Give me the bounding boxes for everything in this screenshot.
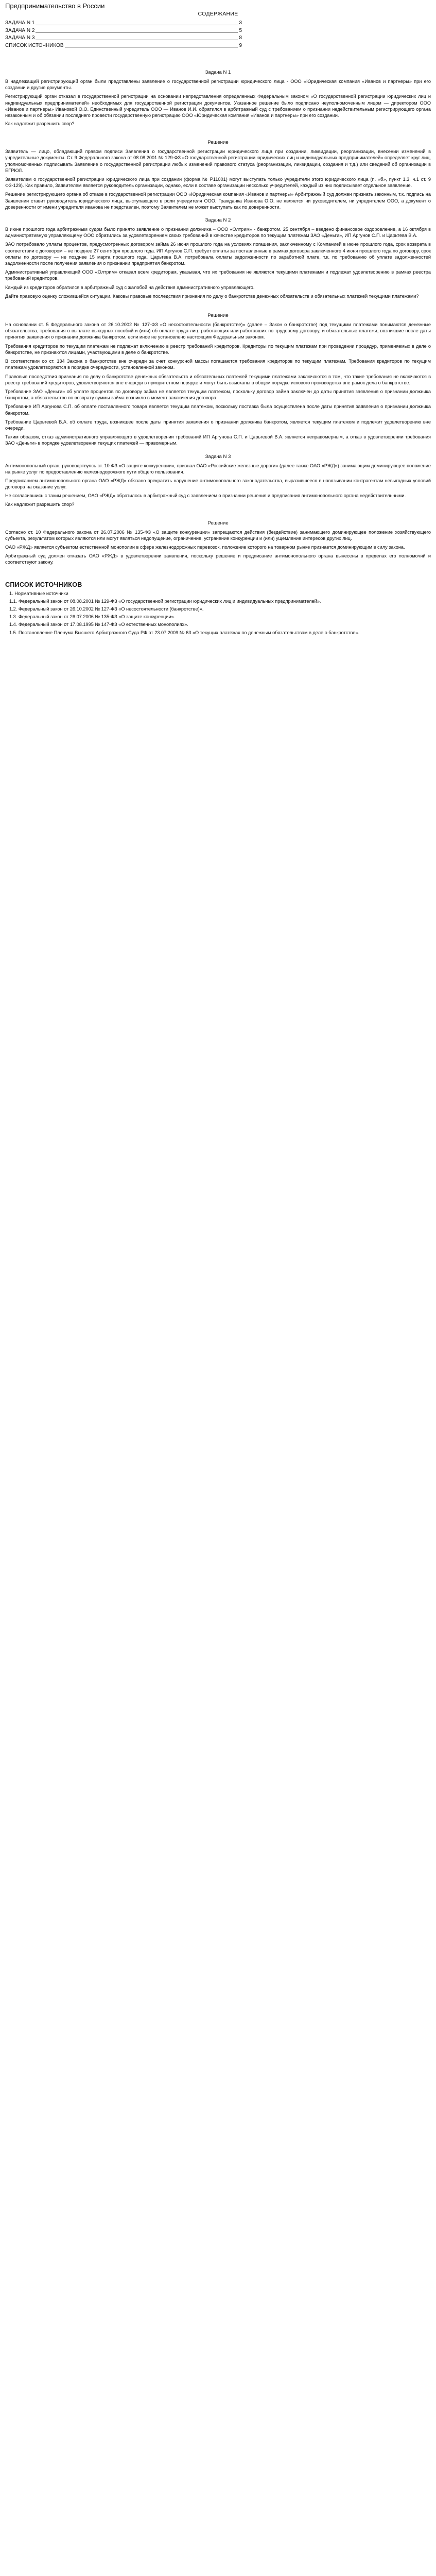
toc-heading: СОДЕРЖАНИЕ [198, 11, 238, 17]
task-1-question: Как надлежит разрешить спор? [5, 121, 75, 127]
task-3-paragraph: Антимонопольный орган, руководствуясь ст. 10 ФЗ «О защите конкуренции», признал ОАО «Российские железные дороги» (далее также ОАО «РЖД») занимающим доминирующее положение на рынке услуг по предоставлению железнодорожного пути общего пользования. [5, 463, 431, 474]
solution-3-paragraph: Арбитражный суд должен отказать ОАО «РЖД» в удовлетворении заявления, поскольку решение и предписание антимонопольного органа вынесены в пределах его полномочий и соответствуют закону. [5, 553, 431, 565]
source-item: 1.1. Федеральный закон от 08.08.2001 № 129-ФЗ «О государственной регистрации юридических лиц и индивидуальных предпринимателей». [9, 598, 321, 604]
solution-1-section [5, 140, 431, 210]
toc-item-label: ЗАДАЧА N 2 [5, 27, 35, 33]
solution-2-paragraph: Требования кредиторов по текущим платежам не подлежат включению в реестр требований кредиторов. Кредиторы по текущим платежам при проведении процедур, применяемых в деле о банкротстве, не признаются лицами, участвующими в деле о банкротстве. [5, 343, 431, 355]
solution-3-heading: Решение [207, 520, 229, 526]
task-3-heading: Задача N 3 [205, 453, 231, 460]
solution-2-paragraph: Требование ИП Аргунова С.П. об оплате поставленного товара является текущим платежом, поскольку поставка была осуществлена после даты принятия заявления о признании должника банкротом. [5, 404, 431, 416]
toc-item[interactable] [5, 28, 242, 35]
task-1-paragraph: Регистрирующий орган отказал в государственной регистрации на основании непредставления определенных Федеральным законом «О государственной регистрации юридических лиц и индивидуальных предпринимателей» необходимых для государственной регистрации документов. Указанное решение было подписано неуполномоченным лицом — директором ООО «Иванов и партнеры» Ивановой О.О. Единственный учредитель ООО — Иванов И.И. обратился в арбитражный суд с требованием о признании недействительным регистрирующего органа незаконным и об обязании последнего провести государственную регистрацию ООО «Юридическая компания «Иванов и партнеры» при его создании. [5, 94, 431, 118]
toc-item[interactable] [5, 43, 242, 49]
task-3-question: Как надлежит разрешить спор? [5, 501, 75, 507]
solution-1-paragraph: Заявитель — лицо, обладающий правом подписи Заявления о государственной регистрации юридического лица при создании, ликвидации, реорганизации, внесении изменений в учредительные документы. Ст. 9 Федерального закона от 08.08.2001 № 129-ФЗ «О государственной регистрации юридических лиц и индивидуальных предпринимателей» определяет круг лиц, уполномоченных подписывать Заявление о государственной регистрации любых изменений правового статуса (реорганизации, ликвидации, создания и т.д.) или сведений об организации в ЕГРЮЛ. [5, 149, 431, 173]
solution-2-heading: Решение [207, 313, 229, 319]
solution-2-paragraph: Правовые последствия признания по делу о банкротстве денежных обязательств и обязательных платежей текущими платежами заключаются в том, что такие требования не включаются в реестр требований кредиторов, удовлетворяются вне очереди в приоритетном порядке и могут быть взысканы в общем порядке искового производства вне рамок дела о банкротстве. [5, 374, 431, 385]
solution-2-paragraph: В соответствии со ст. 134 Закона о банкротстве вне очереди за счет конкурсной массы погашаются требования кредиторов по текущим платежам. Требования кредиторов по текущим платежам удовлетворяются в порядке очередности, установленной законом. [5, 359, 431, 370]
solution-1-paragraph: Заявителем о государственной регистрации юридического лица при создании (форма № Р11001) могут выступать только учредители этого юридического лица (п. «б», пункт 1.3. ч.1 ст. 9 ФЗ-129). Как правило, Заявителем является руководитель организации, однако, если в составе организации несколько учредителей, каждый из них подписывает отдельное заявление. [5, 177, 431, 189]
solution-1-heading: Решение [207, 140, 229, 146]
toc-item-label: СПИСОК ИСТОЧНИКОВ [5, 42, 64, 48]
source-item: 1.2. Федеральный закон от 26.10.2002 № 127-ФЗ «О несостоятельности (банкротстве)». [9, 606, 204, 612]
sources-list [5, 590, 431, 636]
solution-2-paragraph: Требование ЗАО «Деньги» об уплате процентов по договору займа не является текущим платежом, поскольку договор займа заключен до даты принятия заявления о признании должника банкротом, а обязательство по возврату суммы займа возникло в момент заключения договора. [5, 388, 431, 401]
toc-item[interactable] [5, 20, 242, 27]
toc-leader [36, 28, 238, 33]
toc-item-page: 5 [239, 27, 242, 33]
source-item: 1.4. Федеральный закон от 17.08.1995 № 147-ФЗ «О естественных монополиях». [9, 622, 188, 628]
source-item: 1. Нормативные источники [9, 590, 68, 596]
solution-3-section [5, 520, 431, 566]
task-3-paragraph: Не согласившись с таким решением, ОАО «РЖД» обратилось в арбитражный суд с заявлением о признании решения и предписания антимонопольного органа недействительными. [5, 493, 406, 499]
task-1-heading: Задача N 1 [205, 70, 231, 75]
task-1-section [5, 70, 431, 126]
toc-item[interactable] [5, 35, 242, 42]
toc-leader [36, 20, 238, 25]
solution-2-section [5, 313, 431, 446]
toc-item-label: ЗАДАЧА N 1 [5, 20, 35, 26]
toc-leader [36, 35, 238, 40]
task-1-paragraph: В надлежащий регистрирующий орган были представлены заявление о государственной регистрации юридического лица - ООО «Юридическая компания «Иванов и партнеры» при его создании и другие документы. [5, 79, 431, 91]
task-2-paragraph: Каждый из кредиторов обратился в арбитражный суд с жалобой на действия административного управляющего. [5, 284, 255, 290]
task-2-question: Дайте правовую оценку сложившейся ситуации. Каковы правовые последствия признания по делу о банкротстве денежных обязательств и обязательных платежей текущими платежами? [5, 293, 419, 299]
task-2-heading: Задача N 2 [205, 217, 231, 224]
task-2-paragraph: ЗАО потребовало уплаты процентов, предусмотренных договором займа 26 июня прошлого года на условиях погашения, заключенному с Компанией в июне прошлого года, срок возврата в соответствии с договором – не позднее 27 сентября прошлого года. ИП Аргунов С.П. требует оплаты за поставленные в рамках договора заключенного 4 июня прошлого года по договору, срок оплаты по договору — не позднее 15 марта прошлого года. Царьтева В.А. потребовала оплаты задолженности по заработной плате, т.к. по требованию об уплате задолженностей задолженности после получения заявления о признании предприятия банкротом. [5, 242, 431, 266]
toc-item-label: ЗАДАЧА N 3 [5, 35, 35, 41]
toc-item-page: 8 [239, 35, 242, 41]
solution-1-paragraph: Решение регистрирующего органа об отказе в государственной регистрации ООО «Юридическая компания «Иванов и партнеры» Арбитражный суд должен признать законным, т.к. подпись на Заявлении ставит руководитель юридического лица, выступающего в роли учредителя ООО. Гражданка Иванова О.О. не является ни руководителем, ни учредителем ООО, а документ о доверенности от имени учредителя иванова не представлен, поэтому Заявителем не может выступать как по доверенности. [5, 192, 431, 210]
toc-item-page: 3 [239, 20, 242, 26]
solution-2-paragraph: Таким образом, отказ административного управляющего в удовлетворении требований ИП Аргунова С.П. и Царьтевой В.А. является неправомерным, а отказ в удовлетворении требования ЗАО «Деньги» в порядке удовлетворения текущих платежей — правомерным. [5, 434, 431, 446]
solution-2-paragraph: На основании ст. 5 Федерального закона от 26.10.2002 № 127-ФЗ «О несостоятельности (банкротстве)» (далее – Закон о банкротстве) под текущими платежами понимаются денежные обязательства, требования о выплате выходных пособий и (или) об оплате труда лиц, работающих или работавших по трудовому договору, и обязательные платежи, возникшие после даты принятия заявления о признании должника банкротом, если иное не установлено настоящим Федеральным законом. [5, 322, 431, 340]
solution-3-paragraph: ОАО «РЖД» является субъектом естественной монополии в сфере железнодорожных перевозок, положение которого на товарном рынке признается доминирующим в силу закона. [5, 544, 405, 550]
source-item: 1.5. Постановление Пленума Высшего Арбитражного Суда РФ от 23.07.2009 № 63 «О текущих платежах по денежным обязательствам в деле о банкротстве». [9, 630, 360, 635]
task-2-paragraph: Административный управляющий ООО «Олтрим» отказал всем кредиторам, указывая, что их требования не являются текущими платежами и подлежат удовлетворению в рамках реестра требований кредиторов. [5, 269, 431, 281]
source-item: 1.3. Федеральный закон от 26.07.2006 № 135-ФЗ «О защите конкуренции». [9, 614, 176, 620]
table-of-contents [5, 20, 242, 49]
sources-section [5, 581, 431, 636]
task-2-section [5, 217, 431, 299]
sources-heading: СПИСОК ИСТОЧНИКОВ [5, 581, 82, 588]
toc-leader [65, 43, 238, 48]
toc-item-page: 9 [239, 42, 242, 48]
task-3-paragraph: Предписанием антимонопольного органа ОАО «РЖД» обязано прекратить нарушение антимонопольного законодательства, выразившееся в навязывании контрагентам невыгодных условий договора на оказание услуг. [5, 478, 431, 490]
task-2-paragraph: В июне прошлого года арбитражным судом было принято заявление о признании должника – ООО «Олтрим» - банкротом. 25 сентября – введено финансовое оздоровление, а 16 октября в административную управляющему ООО обратились за удовлетворением своих требований в качестве кредиторов по текущим платежам ЗАО «Деньги», ИП Аргунов С.П. и Царьтева В.А. [5, 227, 431, 239]
task-3-section [5, 454, 431, 507]
solution-2-paragraph: Требование Царьтевой В.А. об оплате труда, возникшее после даты принятия заявления о признании должника банкротом, является текущим платежом и подлежит удовлетворению вне очереди. [5, 419, 431, 431]
solution-3-paragraph: Согласно ст. 10 Федерального закона от 26.07.2006 № 135-ФЗ «О защите конкуренции» запрещаются действия (бездействие) занимающего доминирующее положение хозяйствующего субъекта, результатом которых являются или могут являться недопущение, ограничение, устранение конкуренции и (или) ущемление интересов других лиц. [5, 529, 431, 541]
document-page [0, 0, 436, 642]
document-title: Предпринимательство в России [5, 2, 105, 10]
